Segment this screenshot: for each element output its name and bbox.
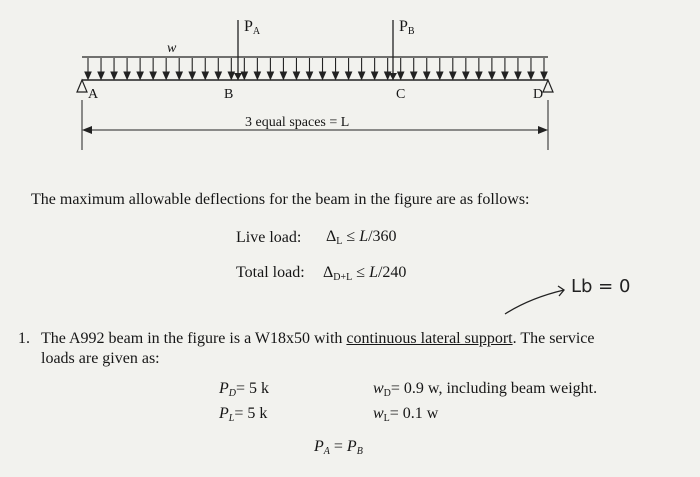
load-pb-label: $P_B$ <box>399 18 415 37</box>
total-load-label: Total load: <box>236 264 305 281</box>
deflection-intro: The maximum allowable deflections for the beam in the figure are as follows: <box>31 191 530 208</box>
problem-line-2: loads are given as: <box>41 350 160 367</box>
support-b-label: B <box>224 87 234 102</box>
pl-equation: $P_L= 5$ k <box>219 405 268 424</box>
load-pa-label: $P_A$ <box>244 18 261 37</box>
support-d-label: D <box>533 87 544 102</box>
wl-equation: $w_L= 0.1$ w <box>373 405 439 424</box>
span-label: 3 equal spaces = L <box>245 115 350 130</box>
problem-line-1: The A992 beam in the figure is a W18x50 with continuous lateral support. The service <box>41 330 595 347</box>
support-a-label: A <box>88 87 99 102</box>
pa-pb-equation: $P_A = P_B$ <box>314 438 363 457</box>
wd-equation: $w_D= 0.9$ w, including beam weight. <box>373 380 598 399</box>
pd-equation: $P_D= 5$ k <box>219 380 270 399</box>
live-load-label: Live load: <box>236 229 302 246</box>
live-load-limit: $\Delta_L \le L/360$ <box>326 228 397 247</box>
total-load-limit: $\Delta_{D+L} \le L/240$ <box>323 264 407 283</box>
handwritten-note: Lb = 0 <box>571 276 631 297</box>
problem-number: 1. <box>18 330 30 347</box>
load-w-label: w <box>167 41 177 56</box>
support-c-label: C <box>396 87 406 102</box>
